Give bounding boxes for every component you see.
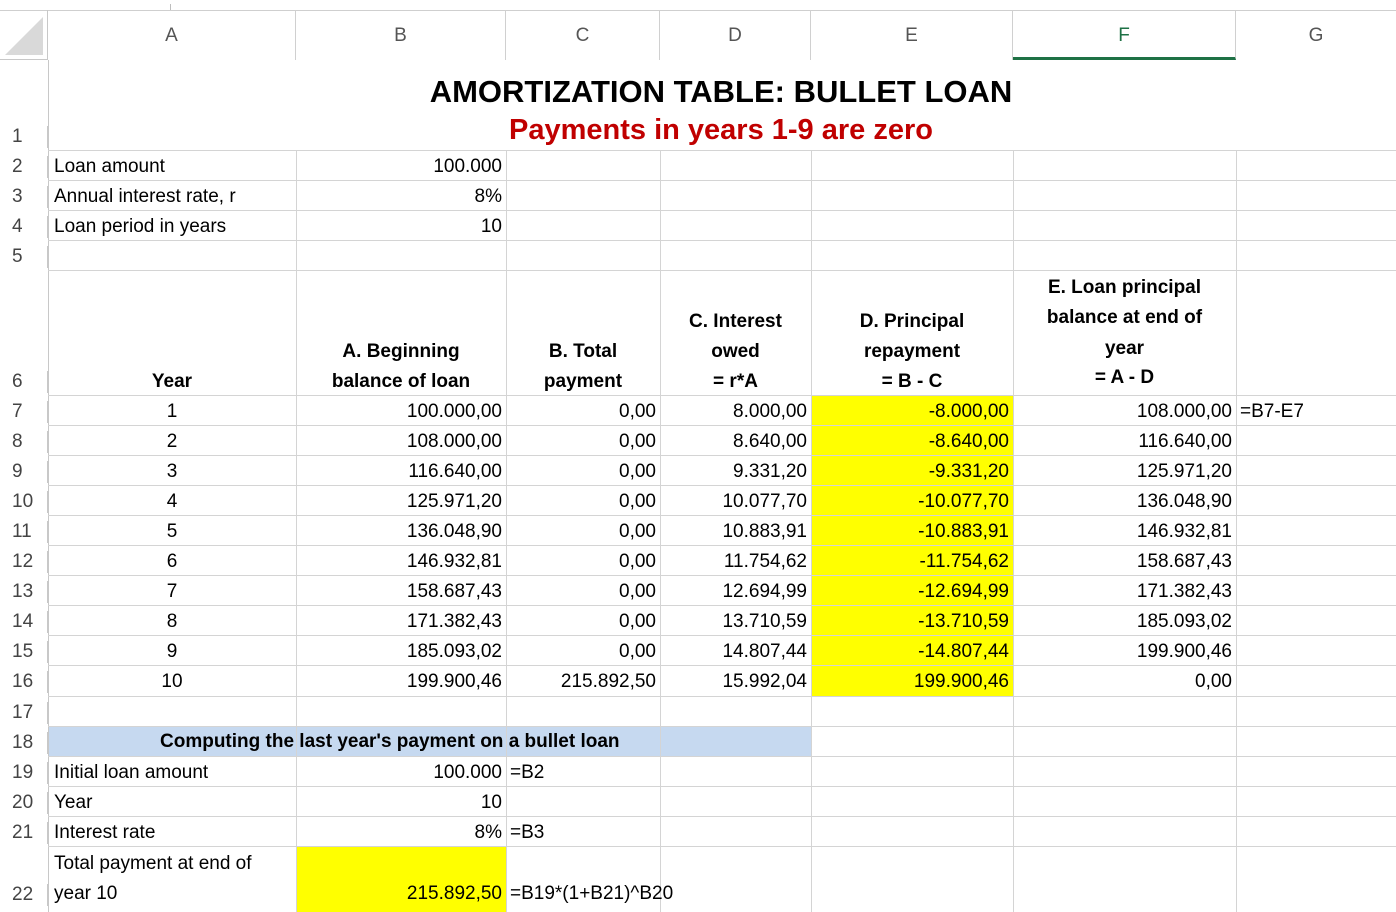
- initial-loan-formula[interactable]: =B2: [510, 762, 545, 783]
- total-payment-cell[interactable]: 0,00: [619, 581, 656, 602]
- column-header-e[interactable]: E: [811, 10, 1013, 60]
- total-payment-cell[interactable]: 0,00: [619, 431, 656, 452]
- total-payment-cell[interactable]: 0,00: [619, 461, 656, 482]
- computing-heading[interactable]: Computing the last year's payment on a bullet loan: [160, 731, 620, 752]
- row-header-5[interactable]: 5: [0, 246, 48, 268]
- rate-value[interactable]: 8%: [474, 186, 502, 207]
- interest-cell[interactable]: 9.331,20: [733, 461, 807, 482]
- year-cell[interactable]: 1: [166, 401, 178, 422]
- principal-cell[interactable]: -9.331,20: [928, 461, 1009, 482]
- interest-rate-formula[interactable]: =B3: [510, 822, 545, 843]
- interest-cell[interactable]: 13.710,59: [722, 611, 807, 632]
- column-header-b[interactable]: B: [296, 10, 506, 60]
- total-payment-formula[interactable]: =B19*(1+B21)^B20: [510, 883, 674, 904]
- row-header-3[interactable]: 3: [0, 186, 48, 208]
- principal-cell[interactable]: 199.900,46: [913, 671, 1009, 692]
- sheet-title[interactable]: AMORTIZATION TABLE: BULLET LOAN: [429, 74, 1013, 109]
- ending-balance-cell[interactable]: 146.932,81: [1136, 521, 1232, 542]
- interest-cell[interactable]: 11.754,62: [723, 551, 807, 572]
- row-header-1[interactable]: 1: [0, 126, 48, 148]
- year-cell[interactable]: 8: [166, 611, 178, 632]
- total-payment-cell[interactable]: 0,00: [619, 611, 656, 632]
- principal-cell[interactable]: -8.000,00: [928, 401, 1009, 422]
- ending-balance-cell[interactable]: 199.900,46: [1136, 641, 1232, 662]
- header-e-line2: balance at end of: [1046, 307, 1203, 328]
- interest-cell[interactable]: 8.640,00: [733, 431, 807, 452]
- total-payment-cell[interactable]: 0,00: [619, 521, 656, 542]
- row-header-16[interactable]: 16: [0, 671, 48, 693]
- ending-balance-cell[interactable]: 0,00: [1195, 671, 1232, 692]
- beginning-balance-cell[interactable]: 136.048,90: [406, 521, 502, 542]
- year-cell[interactable]: 4: [166, 491, 178, 512]
- row-header-4[interactable]: 4: [0, 216, 48, 238]
- principal-cell[interactable]: -8.640,00: [928, 431, 1009, 452]
- principal-cell[interactable]: -14.807,44: [918, 641, 1009, 662]
- year-cell[interactable]: 5: [166, 521, 178, 542]
- row-header-15[interactable]: 15: [0, 641, 48, 663]
- column-header-a[interactable]: A: [48, 10, 296, 60]
- total-payment-cell[interactable]: 215.892,50: [560, 671, 656, 692]
- select-all-corner[interactable]: [0, 10, 48, 60]
- principal-cell[interactable]: -11.754,62: [919, 551, 1009, 572]
- principal-cell[interactable]: -12.694,99: [918, 581, 1009, 602]
- interest-cell[interactable]: 10.883,91: [722, 521, 807, 542]
- row-header-22[interactable]: 22: [0, 884, 48, 906]
- row-header-19[interactable]: 19: [0, 762, 48, 784]
- year-cell[interactable]: 10: [161, 671, 183, 692]
- total-payment-cell[interactable]: 0,00: [619, 491, 656, 512]
- header-e-line4[interactable]: = A - D: [1094, 367, 1155, 388]
- principal-cell[interactable]: -10.077,70: [918, 491, 1009, 512]
- header-c-line3[interactable]: = r*A: [713, 371, 758, 392]
- header-d-line2: repayment: [863, 341, 961, 362]
- header-e-line3: year: [1104, 338, 1145, 359]
- header-a-line2[interactable]: balance of loan: [331, 371, 471, 392]
- column-header-d[interactable]: D: [660, 10, 811, 60]
- interest-cell[interactable]: 14.807,44: [722, 641, 807, 662]
- ending-balance-cell[interactable]: 108.000,00: [1136, 401, 1232, 422]
- header-b-line1: B. Total: [548, 341, 618, 362]
- initial-loan-label[interactable]: Initial loan amount: [54, 762, 209, 783]
- ending-balance-cell[interactable]: 185.093,02: [1136, 611, 1232, 632]
- year-cell[interactable]: 2: [166, 431, 178, 452]
- total-payment-cell[interactable]: 0,00: [619, 401, 656, 422]
- row-header-21[interactable]: 21: [0, 822, 48, 844]
- row-header-2[interactable]: 2: [0, 156, 48, 178]
- ending-balance-cell[interactable]: 158.687,43: [1136, 551, 1232, 572]
- beginning-balance-cell[interactable]: 158.687,43: [406, 581, 502, 602]
- principal-cell[interactable]: -13.710,59: [918, 611, 1009, 632]
- interest-cell[interactable]: 15.992,04: [722, 671, 807, 692]
- total-payment-label-line1: Total payment at end of: [54, 853, 252, 874]
- year-cell[interactable]: 7: [166, 581, 178, 602]
- interest-rate-value[interactable]: 8%: [474, 822, 502, 843]
- beginning-balance-cell[interactable]: 185.093,02: [406, 641, 502, 662]
- column-header-f[interactable]: F: [1013, 10, 1236, 60]
- row-header-13[interactable]: 13: [0, 581, 48, 603]
- row-header-7[interactable]: 7: [0, 401, 48, 423]
- rate-label[interactable]: Annual interest rate, r: [54, 186, 236, 207]
- header-c-line2: owed: [711, 341, 760, 362]
- total-payment-cell[interactable]: 0,00: [619, 641, 656, 662]
- year-value[interactable]: 10: [480, 792, 502, 813]
- loan-amount-label[interactable]: Loan amount: [54, 156, 165, 177]
- year-cell[interactable]: 3: [166, 461, 178, 482]
- column-header-c[interactable]: C: [506, 10, 660, 60]
- header-b-line2[interactable]: payment: [543, 371, 623, 392]
- ending-balance-cell[interactable]: 171.382,43: [1136, 581, 1232, 602]
- header-a-line1: A. Beginning: [342, 341, 460, 362]
- interest-cell[interactable]: 12.694,99: [722, 581, 807, 602]
- beginning-balance-cell[interactable]: 108.000,00: [406, 431, 502, 452]
- row7-formula-note[interactable]: =B7-E7: [1240, 401, 1304, 422]
- row-header-14[interactable]: 14: [0, 611, 48, 633]
- total-payment-label-line2[interactable]: year 10: [54, 883, 118, 904]
- year-label[interactable]: Year: [54, 792, 93, 813]
- interest-rate-label[interactable]: Interest rate: [54, 822, 156, 843]
- year-cell[interactable]: 6: [166, 551, 178, 572]
- row-header-17[interactable]: 17: [0, 702, 48, 724]
- interest-cell[interactable]: 8.000,00: [733, 401, 807, 422]
- row-header-6[interactable]: 6: [0, 371, 48, 393]
- principal-cell[interactable]: -10.883,91: [918, 521, 1009, 542]
- row-header-10[interactable]: 10: [0, 491, 48, 513]
- row-header-11[interactable]: 11: [0, 521, 48, 543]
- row-header-9[interactable]: 9: [0, 461, 48, 483]
- total-payment-value[interactable]: 215.892,50: [406, 883, 502, 904]
- beginning-balance-cell[interactable]: 199.900,46: [406, 671, 502, 692]
- row-header-8[interactable]: 8: [0, 431, 48, 453]
- sheet-subtitle[interactable]: Payments in years 1-9 are zero: [509, 114, 933, 146]
- beginning-balance-cell[interactable]: 171.382,43: [406, 611, 502, 632]
- ending-balance-cell[interactable]: 125.971,20: [1136, 461, 1232, 482]
- period-value[interactable]: 10: [480, 216, 502, 237]
- column-header-g[interactable]: G: [1308, 25, 1324, 46]
- beginning-balance-cell[interactable]: 146.932,81: [406, 551, 502, 572]
- ending-balance-cell[interactable]: 136.048,90: [1136, 491, 1232, 512]
- total-payment-cell[interactable]: 0,00: [619, 551, 656, 572]
- header-c-line1: C. Interest: [689, 311, 782, 332]
- beginning-balance-cell[interactable]: 125.971,20: [406, 491, 502, 512]
- ending-balance-cell[interactable]: 116.640,00: [1138, 431, 1232, 452]
- header-d-line3[interactable]: = B - C: [881, 371, 943, 392]
- header-e-line1: E. Loan principal: [1047, 277, 1202, 298]
- row-header-18[interactable]: 18: [0, 732, 48, 754]
- row-header-20[interactable]: 20: [0, 792, 48, 814]
- header-year[interactable]: Year: [151, 371, 193, 392]
- loan-amount-value[interactable]: 100.000: [433, 156, 502, 177]
- period-label[interactable]: Loan period in years: [54, 216, 227, 237]
- initial-loan-value[interactable]: 100.000: [433, 762, 502, 783]
- interest-cell[interactable]: 10.077,70: [722, 491, 807, 512]
- year-cell[interactable]: 9: [166, 641, 178, 662]
- beginning-balance-cell[interactable]: 100.000,00: [406, 401, 502, 422]
- beginning-balance-cell[interactable]: 116.640,00: [408, 461, 502, 482]
- header-d-line1: D. Principal: [859, 311, 965, 332]
- row-header-12[interactable]: 12: [0, 551, 48, 573]
